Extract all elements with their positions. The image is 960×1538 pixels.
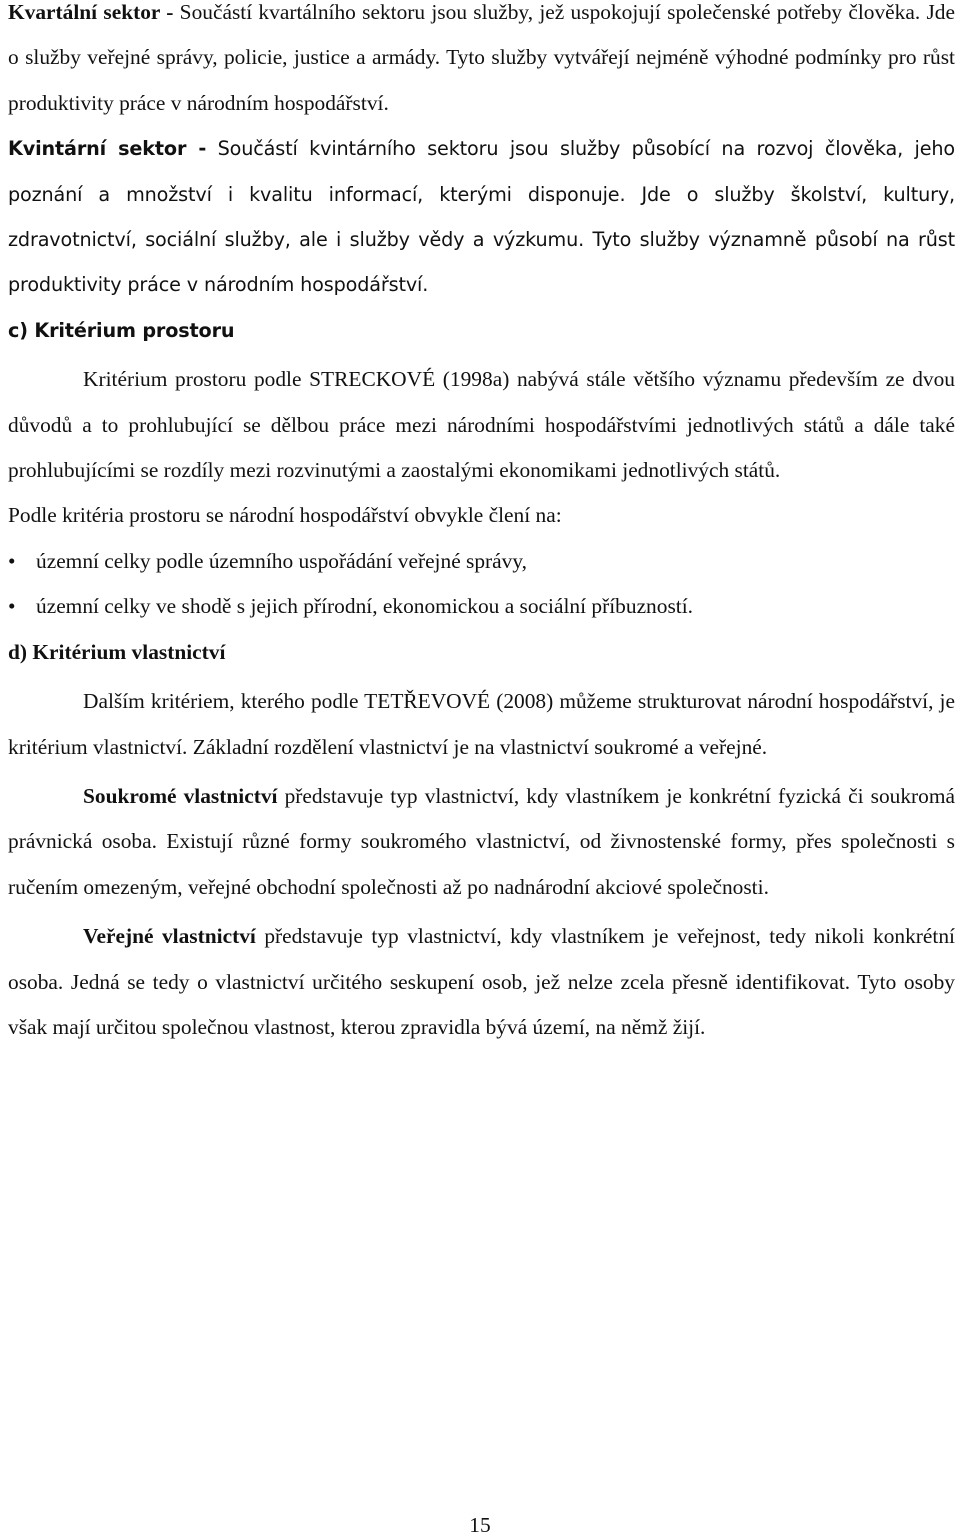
paragraph-kvartalni-sektor [8,0,955,126]
term-soukrome-vlastnictvi: Soukromé vlastnictví [83,783,278,808]
list-item-text: územní celky podle územního uspořádání veřejné správy, [36,548,528,573]
text-kvintarni-sektor: Součástí kvintárního sektoru jsou služby působící na rozvoj člověka, jeho poznání a množství i kvalitu informací, kterými disponuje. Jde o služby školství, kultury, zdravotnictví, sociální služby, ale i služby vědy a výzkumu. Tyto služby významně působí na růst produktivity práce v národním hospodářství. [8,137,955,297]
paragraph-verejne-vlastnictvi [8,914,955,1050]
list-prostor-kategorie [8,539,955,630]
paragraph-kriterium-prostoru: Kritérium prostoru podle STRECKOVÉ (1998a) nabývá stále většího významu především ze dvou důvodů a to prohlubující se dělbou práce mezi národními hospodářstvími jednotlivých států a dále také prohlubujícími se rozdíly mezi rozvinutými a zaostalými ekonomikami jednotlivých států. [8,367,955,483]
paragraph-soukrome-vlastnictvi [8,774,955,910]
heading-kriterium-prostoru: c) Kritérium prostoru [8,318,235,342]
text-kvartalni-sektor: Součástí kvartálního sektoru jsou služby, jež uspokojují společenské potřeby člověka. Jde o služby veřejné správy, policie, justice a armády. Tyto služby vytvářejí nejméně výhodné podmínky pro růst produktivity práce v národním hospodářství. [8,0,955,115]
bullet-icon: • [8,594,16,619]
heading-kriterium-vlastnictvi: d) Kritérium vlastnictví [8,639,226,664]
term-kvintarni-sektor: Kvintární sektor - [8,137,207,161]
text-verejne-vlastnictvi: představuje typ vlastnictví, kdy vlastníkem je veřejnost, tedy nikoli konkrétní osoba. Jedná se tedy o vlastnictví určitého seskupení osob, jež nelze zcela přesně identifikovat. Tyto osoby však mají určitou společnou vlastnost, kterou zpravidla bývá území, na němž žijí. [8,924,955,1039]
paragraph-kvintarni-sektor [8,126,955,308]
page-number: 15 [469,1513,491,1537]
document-page [8,0,955,1050]
bullet-icon: • [8,548,16,573]
list-item [8,584,955,629]
paragraph-prostor-lead: Podle kritéria prostoru se národní hospodářství obvykle člení na: [8,503,562,528]
list-item [8,539,955,584]
text-soukrome-vlastnictvi: představuje typ vlastnictví, kdy vlastníkem je konkrétní fyzická či soukromá právnická osoba. Existují různé formy soukromého vlastnictví, od živnostenské formy, přes společnosti s ručením omezeným, veřejné obchodní společnosti až po nadnárodní akciové společnosti. [8,783,955,899]
paragraph-kriterium-vlastnictvi: Dalším kritériem, kterého podle TETŘEVOVÉ (2008) můžeme strukturovat národní hospodářství, je kritérium vlastnictví. Základní rozdělení vlastnictví je na vlastnictví soukromé a veřejné. [8,689,955,759]
term-verejne-vlastnictvi: Veřejné vlastnictví [83,924,256,949]
term-kvartalni-sektor: Kvartální sektor - [8,0,174,24]
list-item-text: územní celky ve shodě s jejich přírodní, ekonomickou a sociální příbuzností. [36,594,694,619]
